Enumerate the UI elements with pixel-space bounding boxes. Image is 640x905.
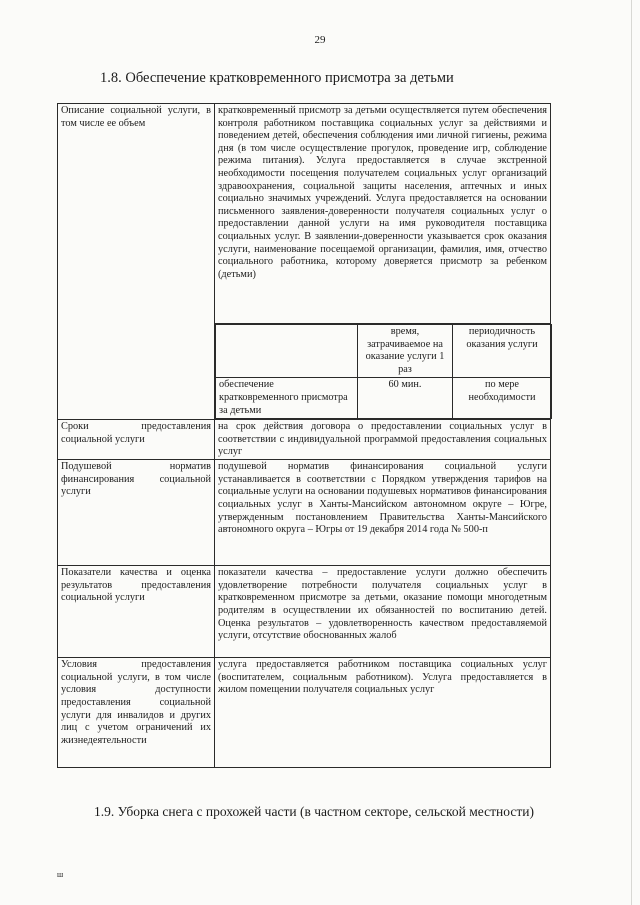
table-row-terms bbox=[58, 420, 551, 460]
table-row-quality bbox=[58, 566, 551, 658]
time-table-time-value: 60 мин. bbox=[358, 378, 453, 419]
conditions-value: услуга предоставляется работником поставщика социальных услуг (воспитателем, социальным работником). Услуга предоставляется в жилом помещении получателя социальных услуг bbox=[215, 658, 551, 768]
time-table-header-row bbox=[216, 325, 552, 378]
time-table-header-time: время, затрачиваемое на оказание услуги 1 раз bbox=[358, 325, 453, 378]
time-table-empty-cell bbox=[216, 325, 358, 378]
page-number: 29 bbox=[314, 34, 326, 46]
time-table bbox=[215, 324, 552, 419]
time-table-header-frequency: периодичность оказания услуги bbox=[453, 325, 552, 378]
financing-value: подушевой норматив финансирования социальной услуги устанавливается в соответствии с Порядком утверждения тарифов на социальные услуги на основании подушевых нормативов финансирования социальных услуг в Ханты-Мансийском автономном округе – Югре, утвержденным постановлением Правительства Ханты-Мансийского автономного округа – Югры от 19 декабря 2014 года № 500-п bbox=[215, 460, 551, 566]
quality-label: Показатели качества и оценка результатов предоставления социальной услуги bbox=[58, 566, 215, 658]
table-row-description bbox=[58, 104, 551, 324]
next-section-heading: 1.9. Уборка снега с прохожей части (в частном секторе, сельской местности) bbox=[94, 804, 534, 819]
financing-label: Подушевой норматив финансирования социальной услуги bbox=[58, 460, 215, 566]
description-label: Описание социальной услуги, в том числе ее объем bbox=[58, 104, 215, 420]
footer-mark: ш bbox=[57, 870, 64, 879]
service-description-table bbox=[57, 103, 551, 768]
section-heading: 1.8. Обеспечение кратковременного присмотра за детьми bbox=[100, 70, 454, 86]
terms-value: на срок действия договора о предоставлении социальных услуг в соответствии с индивидуальной программой предоставления социальных услуг bbox=[215, 420, 551, 460]
time-table-frequency-value: по мере необходимости bbox=[453, 378, 552, 419]
page-edge-line bbox=[631, 0, 632, 905]
quality-value: показатели качества – предоставление услуги должно обеспечить удовлетворение потребности получателя социальных услуг в кратковременном присмотре за детьми, оказание помощи многодетным родителям в осуществлении их обязанностей по воспитанию детей. Оценка результатов – удовлетворенность качеством предоставляемой услуги, отсутствие обоснованных жалоб bbox=[215, 566, 551, 658]
description-value: кратковременный присмотр за детьми осуществляется путем обеспечения контроля работником поставщика социальных услуг за действиями и поведением детей, обеспечения соблюдения ими личной гигиены, режима дня (в том числе осуществление прогулок, проведение игр, соблюдение режима питания). Услуга предоставляется в случае экстренной необходимости посещения получателем социальных услуг организаций здравоохранения, социальной защиты населения, аптечных и иных социально значимых учреждений. Услуга предоставляется на основании письменного заявления-доверенности получателя социальных услуг о предоставлении данной услуги на имя руководителя поставщика социальных услуг. В заявлении-доверенности указывается срок оказания услуги, наименование посещаемой организации, фамилия, имя, отчество социального работника, которому доверяется присмотр за ребенком (детьми) bbox=[215, 104, 551, 324]
time-table-cell bbox=[215, 324, 551, 420]
time-table-data-row bbox=[216, 378, 552, 419]
terms-label: Сроки предоставления социальной услуги bbox=[58, 420, 215, 460]
table-row-financing bbox=[58, 460, 551, 566]
conditions-label: Условия предоставления социальной услуги, в том числе условия доступности предоставления социальной услуги для инвалидов и других лиц с учетом ограничений их жизнедеятельности bbox=[58, 658, 215, 768]
table-row-conditions bbox=[58, 658, 551, 768]
time-table-service-name: обеспечение кратковременного присмотра за детьми bbox=[216, 378, 358, 419]
